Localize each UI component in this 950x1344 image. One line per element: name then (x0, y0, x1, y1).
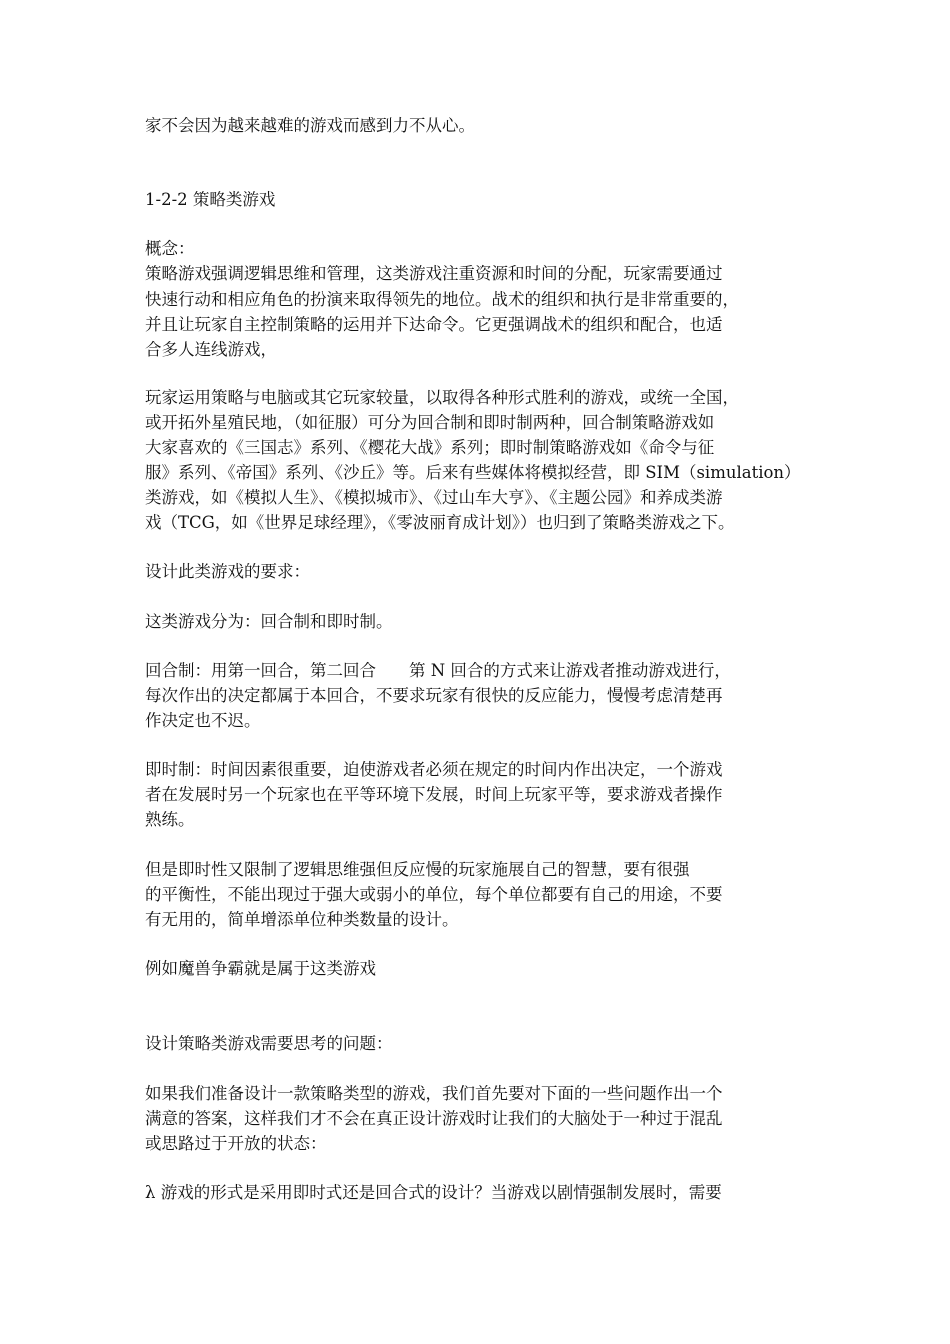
text-line: 作决定也不迟。 (145, 711, 261, 730)
bullet-line: λ 游戏的形式是采用即时式还是回合式的设计？当游戏以剧情强制发展时，需要 (145, 1183, 722, 1202)
text-line: 设计此类游戏的要求： (145, 562, 310, 581)
text-line: 快速行动和相应角色的扮演来取得领先的地位。战术的组织和执行是非常重要的， (145, 290, 739, 309)
text-line: 策略游戏强调逻辑思维和管理，这类游戏注重资源和时间的分配，玩家需要通过 (145, 264, 723, 283)
text-line: 合多人连线游戏， (145, 340, 277, 359)
text-line: 并且让玩家自主控制策略的运用并下达命令。它更强调战术的组织和配合，也适 (145, 315, 723, 334)
text-line: 的平衡性，不能出现过于强大或弱小的单位，每个单位都要有自己的用途，不要 (145, 885, 723, 904)
text-line: 类游戏，如《模拟人生》、《模拟城市》、《过山车大亨》、《主题公园》和养成类游 (145, 488, 723, 507)
text-line: 但是即时性又限制了逻辑思维强但反应慢的玩家施展自己的智慧，要有很强 (145, 860, 690, 879)
text-line: 每次作出的决定都属于本回合，不要求玩家有很快的反应能力，慢慢考虑清楚再 (145, 686, 723, 705)
text-line: 这类游戏分为：回合制和即时制。 (145, 612, 393, 631)
text-line: 或开拓外星殖民地，（如征服）可分为回合制和即时制两种，回合制策略游戏如 (145, 413, 715, 432)
text-line: 概念： (145, 239, 195, 258)
section-heading: 1-2-2 策略类游戏 (145, 190, 276, 209)
text-line: 满意的答案，这样我们才不会在真正设计游戏时让我们的大脑处于一种过于混乱 (145, 1109, 723, 1128)
text-line: 戏（TCG，如《世界足球经理》，《零波丽育成计划》）也归到了策略类游戏之下。 (145, 513, 735, 532)
text-line: 玩家运用策略与电脑或其它玩家较量，以取得各种形式胜利的游戏，或统一全国， (145, 388, 739, 407)
text-line: 如果我们准备设计一款策略类型的游戏，我们首先要对下面的一些问题作出一个 (145, 1084, 723, 1103)
text-line: 或思路过于开放的状态： (145, 1134, 327, 1153)
text-line: 例如魔兽争霸就是属于这类游戏 (145, 959, 376, 978)
text-line: 即时制：时间因素很重要，迫使游戏者必须在规定的时间内作出决定，一个游戏 (145, 760, 723, 779)
text-line: 熟练。 (145, 810, 195, 829)
text-line: 回合制：用第一回合，第二回合 第 N 回合的方式来让游戏者推动游戏进行， (145, 661, 731, 680)
text-line: 服》系列、《帝国》系列、《沙丘》等。后来有些媒体将模拟经营，即 SIM（simulation） (145, 463, 801, 482)
text-line: 大家喜欢的《三国志》系列、《樱花大战》系列；即时制策略游戏如《命令与征 (145, 438, 715, 457)
text-line: 家不会因为越来越难的游戏而感到力不从心。 (145, 116, 475, 135)
text-line: 者在发展时另一个玩家也在平等环境下发展，时间上玩家平等，要求游戏者操作 (145, 785, 723, 804)
text-line: 设计策略类游戏需要思考的问题： (145, 1034, 393, 1053)
text-line: 有无用的，简单增添单位种类数量的设计。 (145, 910, 459, 929)
